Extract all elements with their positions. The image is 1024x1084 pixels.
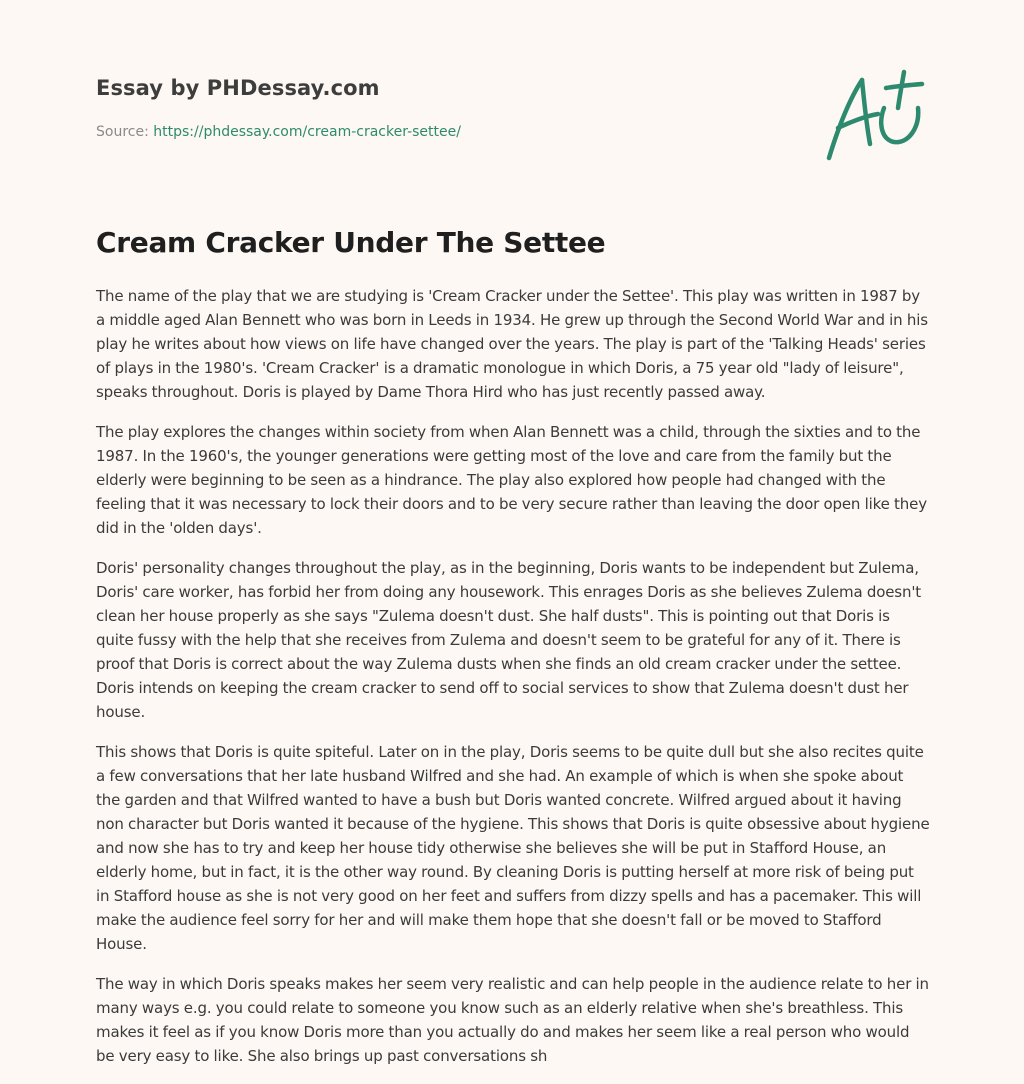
site-title: Essay by PHDessay.com xyxy=(96,76,380,100)
essay-paragraph: The play explores the changes within society from when Alan Bennett was a child, through the sixties and to the 1987. In the 1960's, the younger generations were getting most of the love and care from the family but the elderly were beginning to be seen as a hindrance. The play also explored how people had changed with the feeling that it was necessary to lock their doors and to be very secure rather than leaving the door open like they did in the 'olden days'. xyxy=(96,423,927,537)
page-header xyxy=(96,76,736,140)
essay-paragraph: This shows that Doris is quite spiteful. Later on in the play, Doris seems to be quite dull but she also recites quite a few conversations that her late husband Wilfred and she had. An example of which is when she spoke about the garden and that Wilfred wanted to have a bush but Doris wanted concrete. Wilfred argued about it having non character but Doris wanted it because of the hygiene. This shows that Doris is quite obsessive about hygiene and now she has to try and keep her house tidy otherwise she believes she will be put in Stafford House, an elderly home, but in fact, it is the other way round. By cleaning Doris is putting herself at more risk of being put in Stafford house as she is not very good on her feet and suffers from dizzy spells and has a pacemaker. This will make the audience feel sorry for her and will make them hope that she doesn't fall or be moved to Stafford House. xyxy=(96,743,930,953)
essay-paragraph: The name of the play that we are studying is 'Cream Cracker under the Settee'. This play was written in 1987 by a middle aged Alan Bennett who was born in Leeds in 1934. He grew up through the Second World War and in his play he writes about how views on life have changed over the years. The play is part of the 'Talking Heads' series of plays in the 1980's. 'Cream Cracker' is a dramatic monologue in which Doris, a 75 year old "lady of leisure", speaks throughout. Doris is played by Dame Thora Hird who has just recently passed away. xyxy=(96,287,928,401)
essay-body xyxy=(96,284,930,1084)
essay-paragraph: The way in which Doris speaks makes her seem very realistic and can help people in the audience relate to her in many ways e.g. you could relate to someone you know such as an elderly relative when she's breathless. This makes it feel as if you know Doris more than you actually do and makes her seem like a real person who would be very easy to like. She also brings up past conversations sh xyxy=(96,975,929,1065)
source-line xyxy=(96,124,736,140)
essay-title: Cream Cracker Under The Settee xyxy=(96,226,606,259)
essay-paragraph: Doris' personality changes throughout the play, as in the beginning, Doris wants to be independent but Zulema, Doris' care worker, has forbid her from doing any housework. This enrages Doris as she believes Zulema doesn't clean her house properly as she says "Zulema doesn't dust. She half dusts". This is pointing out that Doris is quite fussy with the help that she receives from Zulema and doesn't seem to be grateful for any of it. There is proof that Doris is correct about the way Zulema dusts when she finds an old cream cracker under the settee. Doris intends on keeping the cream cracker to send off to social services to show that Zulema doesn't dust her house. xyxy=(96,559,922,721)
source-label: Source: xyxy=(96,124,154,140)
a-plus-logo-icon xyxy=(820,66,930,166)
source-link[interactable]: https://phdessay.com/cream-cracker-settee/ xyxy=(153,124,461,140)
